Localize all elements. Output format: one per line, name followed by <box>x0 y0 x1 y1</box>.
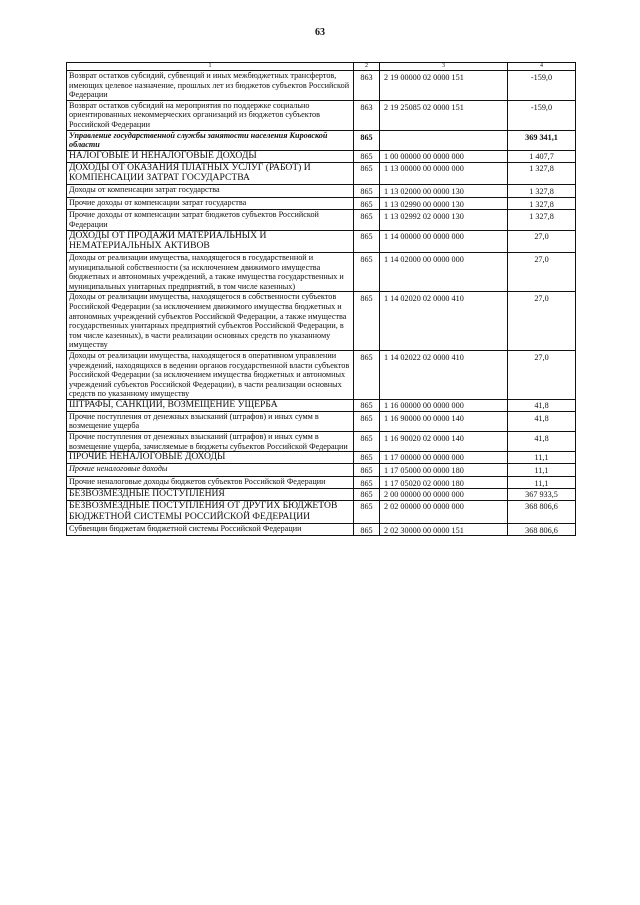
row-admin-code: 865 <box>354 411 380 431</box>
row-budget-code: 1 16 90000 00 0000 140 <box>380 411 508 431</box>
header-col-3: 3 <box>380 63 508 71</box>
header-col-2: 2 <box>354 63 380 71</box>
table-row <box>67 150 576 162</box>
row-amount: 368 806,6 <box>508 500 576 523</box>
row-admin-code: 865 <box>354 523 380 536</box>
row-budget-code <box>380 130 508 150</box>
row-budget-code: 2 00 00000 00 0000 000 <box>380 489 508 501</box>
row-admin-code: 865 <box>354 463 380 476</box>
row-name: НАЛОГОВЫЕ И НЕНАЛОГОВЫЕ ДОХОДЫ <box>67 150 354 162</box>
row-admin-code: 865 <box>354 253 380 292</box>
row-amount: 1 327,8 <box>508 162 576 185</box>
table-row <box>67 452 576 464</box>
row-budget-code: 2 02 00000 00 0000 000 <box>380 500 508 523</box>
table-row <box>67 71 576 101</box>
row-admin-code: 863 <box>354 71 380 101</box>
row-amount: -159,0 <box>508 71 576 101</box>
table-row <box>67 463 576 476</box>
row-budget-code: 1 16 90020 02 0000 140 <box>380 432 508 452</box>
row-name: БЕЗВОЗМЕЗДНЫЕ ПОСТУПЛЕНИЯ <box>67 489 354 501</box>
row-name: Прочие неналоговые доходы бюджетов субъектов Российской Федерации <box>67 476 354 489</box>
table-header-row <box>67 63 576 71</box>
row-name: Прочие доходы от компенсации затрат государства <box>67 197 354 210</box>
table-row <box>67 185 576 198</box>
row-budget-code: 1 14 02020 02 0000 410 <box>380 292 508 351</box>
row-name: Возврат остатков субсидий, субвенций и иных межбюджетных трансфертов, имеющих целевое назначение, прошлых лет из бюджетов субъектов Российской Федерации <box>67 71 354 101</box>
row-amount: 1 327,8 <box>508 185 576 198</box>
row-amount: 41,8 <box>508 411 576 431</box>
row-name: Прочие поступления от денежных взысканий (штрафов) и иных сумм в возмещение ущерба, зачисляемые в бюджеты субъектов Российской Федерации <box>67 432 354 452</box>
row-name: Доходы от реализации имущества, находящегося в собственности субъектов Российской Федерации (за исключением движимого имущества бюджетных и автономных учреждений субъектов Российской Федерации, а также имущества государственных унитарных предприятий субъектов Российской Федерации, в том числе казенных), в части реализации основных средств по указанному имуществу <box>67 292 354 351</box>
row-name: ДОХОДЫ ОТ ПРОДАЖИ МАТЕРИАЛЬНЫХ И НЕМАТЕРИАЛЬНЫХ АКТИВОВ <box>67 230 354 253</box>
row-amount: -159,0 <box>508 100 576 130</box>
row-amount: 41,8 <box>508 400 576 412</box>
header-col-4: 4 <box>508 63 576 71</box>
row-amount: 11,1 <box>508 476 576 489</box>
row-budget-code: 2 19 00000 02 0000 151 <box>380 71 508 101</box>
table-row <box>67 292 576 351</box>
row-budget-code: 2 19 25085 02 0000 151 <box>380 100 508 130</box>
row-name: Прочие поступления от денежных взысканий (штрафов) и иных сумм в возмещение ущерба <box>67 411 354 431</box>
table-body <box>67 71 576 536</box>
row-admin-code: 865 <box>354 130 380 150</box>
table-row <box>67 210 576 230</box>
row-amount: 11,1 <box>508 452 576 464</box>
row-amount: 1 327,8 <box>508 197 576 210</box>
table-row <box>67 500 576 523</box>
row-amount: 1 407,7 <box>508 150 576 162</box>
row-amount: 41,8 <box>508 432 576 452</box>
row-name: Возврат остатков субсидий на мероприятия по поддержке социально ориентированных некоммерческих организаций из бюджетов субъектов Российской Федерации <box>67 100 354 130</box>
row-budget-code: 1 00 00000 00 0000 000 <box>380 150 508 162</box>
row-budget-code: 1 17 05020 02 0000 180 <box>380 476 508 489</box>
table-row <box>67 476 576 489</box>
row-admin-code: 865 <box>354 489 380 501</box>
row-name: Доходы от реализации имущества, находящегося в государственной и муниципальной собственности (за исключением движимого имущества бюджетных и автономных учреждений, а также имущества государственных и муниципальных унитарных предприятий, в том числе казенных) <box>67 253 354 292</box>
table-row <box>67 253 576 292</box>
page-number: 63 <box>315 27 325 38</box>
row-name: ПРОЧИЕ НЕНАЛОГОВЫЕ ДОХОДЫ <box>67 452 354 464</box>
row-admin-code: 863 <box>354 100 380 130</box>
row-budget-code: 1 14 02000 00 0000 000 <box>380 253 508 292</box>
revenue-table <box>66 62 576 536</box>
table-row <box>67 100 576 130</box>
row-admin-code: 865 <box>354 400 380 412</box>
table-row <box>67 197 576 210</box>
header-col-1: 1 <box>67 63 354 71</box>
row-budget-code: 2 02 30000 00 0000 151 <box>380 523 508 536</box>
row-budget-code: 1 13 02000 00 0000 130 <box>380 185 508 198</box>
table-row <box>67 130 576 150</box>
table-row <box>67 523 576 536</box>
row-budget-code: 1 13 00000 00 0000 000 <box>380 162 508 185</box>
row-budget-code: 1 14 00000 00 0000 000 <box>380 230 508 253</box>
row-admin-code: 865 <box>354 210 380 230</box>
row-budget-code: 1 14 02022 02 0000 410 <box>380 351 508 400</box>
row-admin-code: 865 <box>354 476 380 489</box>
row-admin-code: 865 <box>354 197 380 210</box>
row-admin-code: 865 <box>354 230 380 253</box>
table-row <box>67 400 576 412</box>
table-row <box>67 351 576 400</box>
row-name: Прочие неналоговые доходы <box>67 463 354 476</box>
table-row <box>67 230 576 253</box>
table-row <box>67 411 576 431</box>
table-row <box>67 432 576 452</box>
row-name: ДОХОДЫ ОТ ОКАЗАНИЯ ПЛАТНЫХ УСЛУГ (РАБОТ) И КОМПЕНСАЦИИ ЗАТРАТ ГОСУДАРСТВА <box>67 162 354 185</box>
row-amount: 367 933,5 <box>508 489 576 501</box>
row-amount: 27,0 <box>508 351 576 400</box>
table-row <box>67 489 576 501</box>
row-budget-code: 1 16 00000 00 0000 000 <box>380 400 508 412</box>
row-amount: 369 341,1 <box>508 130 576 150</box>
row-admin-code: 865 <box>354 432 380 452</box>
row-admin-code: 865 <box>354 292 380 351</box>
row-name: Прочие доходы от компенсации затрат бюджетов субъектов Российской Федерации <box>67 210 354 230</box>
row-amount: 27,0 <box>508 253 576 292</box>
row-admin-code: 865 <box>354 185 380 198</box>
row-amount: 368 806,6 <box>508 523 576 536</box>
row-admin-code: 865 <box>354 351 380 400</box>
row-name: Доходы от реализации имущества, находящегося в оперативном управлении учреждений, находящихся в ведении органов государственной власти субъектов Российской Федерации (за исключением имущества бюджетных и автономных учреждений субъектов Российской Федерации), в части реализации основных средств по указанному имуществу <box>67 351 354 400</box>
row-amount: 1 327,8 <box>508 210 576 230</box>
row-name: Управление государственной службы занятости населения Кировской области <box>67 130 354 150</box>
row-admin-code: 865 <box>354 500 380 523</box>
row-admin-code: 865 <box>354 452 380 464</box>
row-budget-code: 1 13 02990 00 0000 130 <box>380 197 508 210</box>
row-admin-code: 865 <box>354 150 380 162</box>
row-amount: 27,0 <box>508 292 576 351</box>
row-name: БЕЗВОЗМЕЗДНЫЕ ПОСТУПЛЕНИЯ ОТ ДРУГИХ БЮДЖЕТОВ БЮДЖЕТНОЙ СИСТЕМЫ РОССИЙСКОЙ ФЕДЕРАЦИИ <box>67 500 354 523</box>
table-row <box>67 162 576 185</box>
row-admin-code: 865 <box>354 162 380 185</box>
row-budget-code: 1 17 05000 00 0000 180 <box>380 463 508 476</box>
row-amount: 27,0 <box>508 230 576 253</box>
row-budget-code: 1 17 00000 00 0000 000 <box>380 452 508 464</box>
row-name: Доходы от компенсации затрат государства <box>67 185 354 198</box>
row-name: ШТРАФЫ, САНКЦИИ, ВОЗМЕЩЕНИЕ УЩЕРБА <box>67 400 354 412</box>
row-budget-code: 1 13 02992 02 0000 130 <box>380 210 508 230</box>
row-amount: 11,1 <box>508 463 576 476</box>
row-name: Субвенции бюджетам бюджетной системы Российской Федерации <box>67 523 354 536</box>
